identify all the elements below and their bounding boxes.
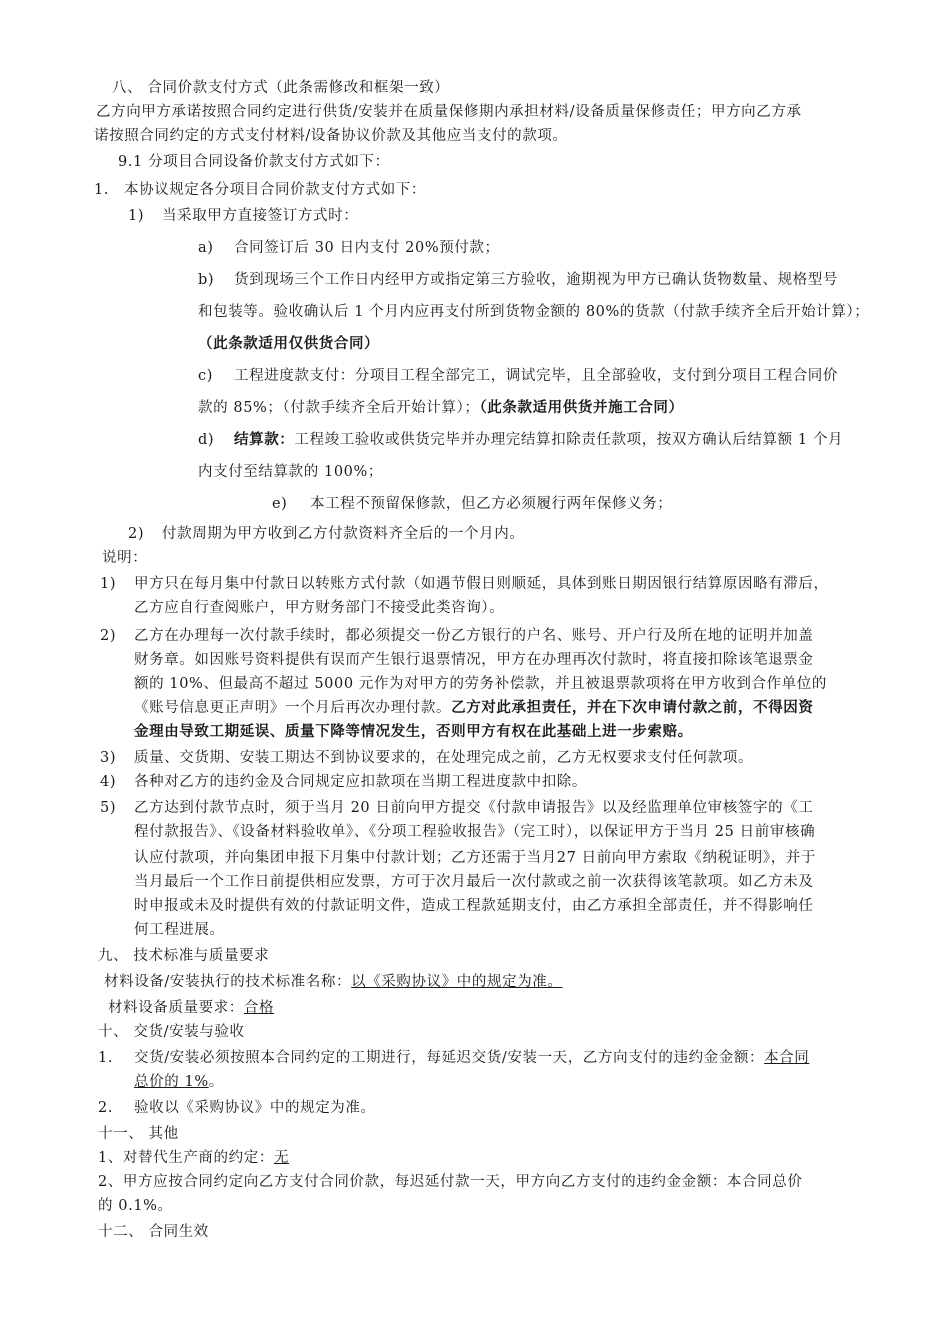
intro-line-2: 诺按照合同约定的方式支付材料/设备协议价款及其他应当支付的款项。 bbox=[94, 128, 568, 144]
clause-a-number: a) bbox=[198, 240, 214, 256]
item-1-text: 本协议规定各分项目合同价款支付方式如下： bbox=[124, 182, 426, 198]
clause-b-number: b) bbox=[198, 272, 215, 288]
delivery-1-number: 1. bbox=[98, 1050, 114, 1066]
clause-d-label: 结算款： bbox=[234, 431, 295, 448]
note-label: 说明： bbox=[102, 550, 148, 566]
other-1-text: 1、对替代生产商的约定： bbox=[98, 1150, 274, 1166]
note-5-line-5: 时申报或未及时提供有效的付款证明文件，造成工程款延期支付，由乙方承担全部责任，并不得影响任 bbox=[134, 898, 814, 914]
delivery-1-line-2 bbox=[134, 1070, 224, 1094]
clause-d-line-2: 内支付至结算款的 100%； bbox=[198, 464, 383, 480]
standard-label: 材料设备/安装执行的技术标准名称： bbox=[104, 974, 352, 990]
clause-b-line-1: 货到现场三个工作日内经甲方或指定第三方验收，逾期视为甲方已确认货物数量、规格型号 bbox=[234, 272, 838, 288]
other-2-line-2: 的 0.1%。 bbox=[98, 1198, 173, 1214]
clause-b-note: （此条款适用仅供货合同） bbox=[198, 335, 380, 352]
point-1-text: 当采取甲方直接签订方式时： bbox=[162, 208, 359, 224]
clause-c-line-1: 工程进度款支付：分项目工程全部完工，调试完毕，且全部验收，支付到分项目工程合同价 bbox=[234, 368, 838, 384]
section-10-heading: 十、 交货/安装与验收 bbox=[98, 1024, 245, 1040]
clause-b-line-2: 和包装等。验收确认后 1 个月内应再支付所到货物金额的 80%的货款（付款手续齐全后开始计算）； bbox=[198, 304, 870, 320]
item-1-number: 1. bbox=[94, 182, 110, 198]
note-1-line-1: 甲方只在每月集中付款日以转账方式付款（如遇节假日则顺延，具体到账日期因银行结算原因略有滞后， bbox=[134, 576, 829, 592]
standard-line bbox=[104, 970, 563, 994]
note-3-number: 3) bbox=[100, 750, 117, 766]
note-2-line-4 bbox=[134, 696, 814, 720]
clause-a-text: 合同签订后 30 日内支付 20%预付款； bbox=[234, 240, 500, 256]
clause-c-line-2 bbox=[198, 396, 684, 420]
clause-c-note: （此条款适用供货并施工合同） bbox=[479, 399, 684, 416]
note-2-number: 2) bbox=[100, 628, 117, 644]
clause-e-text: 本工程不预留保修款，但乙方必须履行两年保修义务； bbox=[310, 496, 673, 512]
point-2-number: 2) bbox=[128, 526, 145, 542]
delivery-2-text: 验收以《采购协议》中的规定为准。 bbox=[134, 1100, 376, 1116]
note-4-text: 各种对乙方的违约金及合同规定应扣款项在当期工程进度款中扣除。 bbox=[134, 774, 587, 790]
clause-e-number: e) bbox=[272, 496, 288, 512]
delivery-1-text: 交货/安装必须按照本合同约定的工期进行，每延迟交货/安装一天，乙方向支付的违约金金额： bbox=[134, 1050, 765, 1066]
note-2-line-1: 乙方在办理每一次付款手续时，都必须提交一份乙方银行的户名、账号、开户行及所在地的证明并加盖 bbox=[134, 628, 814, 644]
section-8-heading: 八、 合同价款支付方式（此条需修改和框架一致） bbox=[112, 80, 450, 96]
subsection-9-1: 9.1 分项目合同设备价款支付方式如下： bbox=[118, 154, 390, 170]
quality-line bbox=[108, 996, 274, 1020]
quality-label: 材料设备质量要求： bbox=[108, 1000, 244, 1016]
note-2-line-5: 金理由导致工期延误、质量下降等情况发生，否则甲方有权在此基础上进一步索赔。 bbox=[134, 723, 693, 740]
clause-d-line-1 bbox=[234, 428, 843, 452]
note-5-line-3: 认应付款项，并向集团申报下月集中付款计划；乙方还需于当月27 日前向甲方索取《纳税证明》，并于 bbox=[134, 850, 817, 866]
quality-value: 合格 bbox=[243, 1000, 275, 1016]
note-5-line-6: 何工程进展。 bbox=[134, 922, 225, 938]
section-12-heading: 十二、 合同生效 bbox=[98, 1224, 209, 1240]
note-5-number: 5) bbox=[100, 800, 117, 816]
section-9-heading: 九、 技术标准与质量要求 bbox=[98, 948, 270, 964]
delivery-1-line-1 bbox=[134, 1046, 809, 1070]
point-1-number: 1) bbox=[128, 208, 145, 224]
note-5-line-1: 乙方达到付款节点时，须于当月 20 日前向甲方提交《付款申请报告》以及经监理单位审核签字的《工 bbox=[134, 800, 814, 816]
note-4-number: 4) bbox=[100, 774, 117, 790]
other-1-value: 无 bbox=[273, 1150, 290, 1166]
standard-value: 以《采购协议》中的规定为准。 bbox=[351, 974, 563, 990]
section-11-heading: 十一、 其他 bbox=[98, 1126, 179, 1142]
clause-d-text: 工程竣工验收或供货完毕并办理完结算扣除责任款项，按双方确认后结算额 1 个月 bbox=[294, 432, 844, 448]
clause-c-text: 款的 85%；（付款手续齐全后开始计算）； bbox=[198, 400, 480, 416]
delivery-1-value-b: 总价的 1% bbox=[134, 1074, 209, 1090]
clause-c-number: c) bbox=[198, 368, 213, 384]
note-2-line-3: 额的 10%、但最高不超过 5000 元作为对甲方的劳务补偿款，并且被退票款项将在甲方收到合作单位的 bbox=[134, 676, 827, 692]
note-5-line-4: 当月最后一个工作日前提供相应发票，方可于次月最后一次付款或之前一次获得该笔款项。如乙方未及 bbox=[134, 874, 814, 890]
note-1-number: 1) bbox=[100, 576, 117, 592]
delivery-1-value-a: 本合同 bbox=[764, 1050, 810, 1066]
note-2-text: 《账号信息更正声明》一个月后再次办理付款。 bbox=[134, 700, 452, 716]
delivery-1-tail: 。 bbox=[208, 1074, 224, 1090]
note-1-line-2: 乙方应自行查阅账户，甲方财务部门不接受此类咨询）。 bbox=[134, 600, 505, 616]
clause-d-number: d) bbox=[198, 432, 215, 448]
other-2-line-1: 2、甲方应按合同约定向乙方支付合同价款，每迟延付款一天，甲方向乙方支付的违约金金额：本合同总价 bbox=[98, 1174, 803, 1190]
intro-line-1: 乙方向甲方承诺按照合同约定进行供货/安装并在质量保修期内承担材料/设备质量保修责任；甲方向乙方承 bbox=[96, 104, 802, 120]
delivery-2-number: 2. bbox=[98, 1100, 114, 1116]
note-3-text: 质量、交货期、安装工期达不到协议要求的，在处理完成之前，乙方无权要求支付任何款项。 bbox=[134, 750, 754, 766]
note-5-line-2: 程付款报告》、《设备材料验收单》、《分项工程验收报告》（完工时），以保证甲方于当月 25 日前审核确 bbox=[134, 824, 816, 840]
point-2-text: 付款周期为甲方收到乙方付款资料齐全后的一个月内。 bbox=[162, 526, 525, 542]
other-1-line bbox=[98, 1146, 289, 1170]
note-2-bold: 乙方对此承担责任，并在下次申请付款之前，不得因资 bbox=[451, 699, 814, 716]
note-2-line-2: 财务章。如因账号资料提供有误而产生银行退票情况，甲方在办理再次付款时，将直接扣除该笔退票金 bbox=[134, 652, 814, 668]
